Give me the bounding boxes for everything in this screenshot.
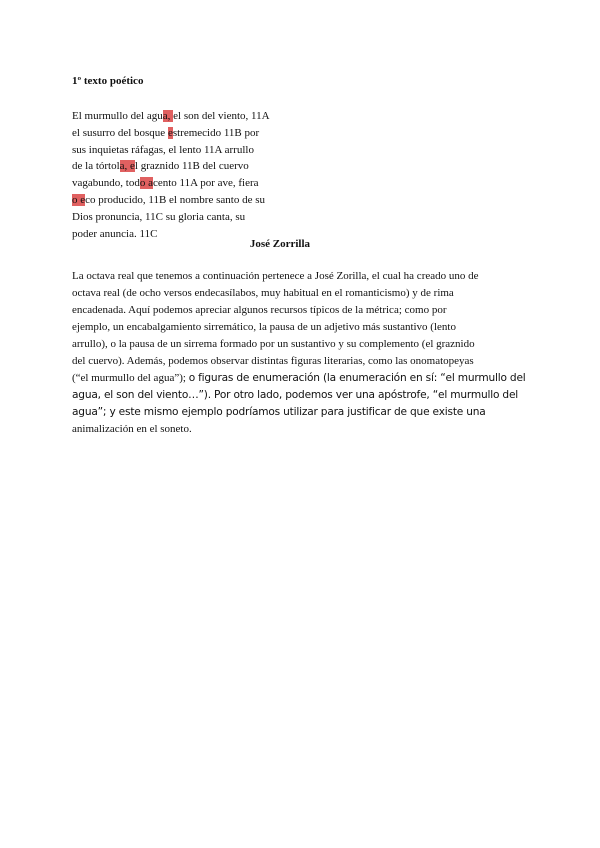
poem-line-3 (72, 142, 312, 159)
poem-line-7-text: Dios pronuncia, 11C su gloria canta, su (72, 210, 246, 223)
commentary-line: agua”; y este mismo ejemplo podríamos utilizar para justificar de que existe una (72, 406, 486, 418)
poem-author: José Zorrilla (249, 238, 310, 250)
commentary-line: octava real (de ocho versos endecasílabos, muy habitual en el romanticismo) y de rima (72, 287, 454, 299)
poem-highlight: a, (162, 110, 174, 122)
section-heading: 1º texto poético (72, 75, 144, 87)
poem-highlight: e (167, 126, 173, 139)
commentary-line: arrullo), o la pausa de un sirrema formado por un sustantivo y su complemento (el graznido (72, 338, 475, 350)
poem-line-5 (72, 175, 312, 192)
poem-line-1-text: El murmullo del agu (72, 110, 163, 122)
commentary-text: (“el murmullo del agua”); (72, 372, 189, 384)
poem-line-8-text: poder anuncia. 11C (72, 227, 158, 240)
poem-line-3-text: sus inquietas ráfagas, el lento 11A arrullo (72, 143, 254, 156)
poem-line-4-text: de la tórtol (72, 160, 120, 173)
commentary-line: encadenada. Aquí podemos apreciar algunos recursos típicos de la métrica; como por (72, 304, 447, 316)
poem-line-5-text: vagabundo, tod (72, 177, 140, 190)
poem-line-6 (72, 192, 312, 209)
poem-line-4 (72, 158, 312, 175)
commentary-paragraph (72, 268, 532, 438)
poem-highlight: o a (139, 177, 153, 190)
poem-line-1-text: el son del viento, 11A (173, 110, 270, 122)
poem-highlight: a, e (119, 160, 135, 173)
commentary-line: La octava real que tenemos a continuación pertenece a José Zorilla, el cual ha creado uno de (72, 270, 479, 282)
commentary-line: animalización en el soneto. (72, 423, 192, 435)
commentary-line: ejemplo, un encabalgamiento sirremático, la pausa de un adjetivo más sustantivo (lento (72, 321, 456, 333)
poem-line-7 (72, 209, 312, 226)
poem-line-2-text: stremecido 11B por (172, 126, 260, 139)
commentary-line: agua, el son del viento…”). Por otro lado, podemos ver una apóstrofe, “el murmullo del (72, 389, 519, 401)
poem-line-5-text: cento 11A por ave, fiera (152, 177, 259, 190)
commentary-line: del cuervo). Además, podemos observar distintas figuras literarias, como las onomatopeyas (72, 355, 474, 367)
poem-line-2-text: el susurro del bosque (72, 126, 168, 139)
commentary-text-alt-font: o figuras de enumeración (la enumeración en sí: “el murmullo del (188, 372, 526, 384)
poem-line-6-text: co producido, 11B el nombre santo de su (85, 193, 265, 206)
poem-block (72, 108, 312, 242)
poem-line-4-text: l graznido 11B del cuervo (134, 160, 249, 173)
poem-line-2 (72, 125, 312, 142)
poem-highlight: o e (72, 193, 86, 206)
commentary-line (72, 370, 532, 387)
poem-line-1 (72, 108, 312, 125)
